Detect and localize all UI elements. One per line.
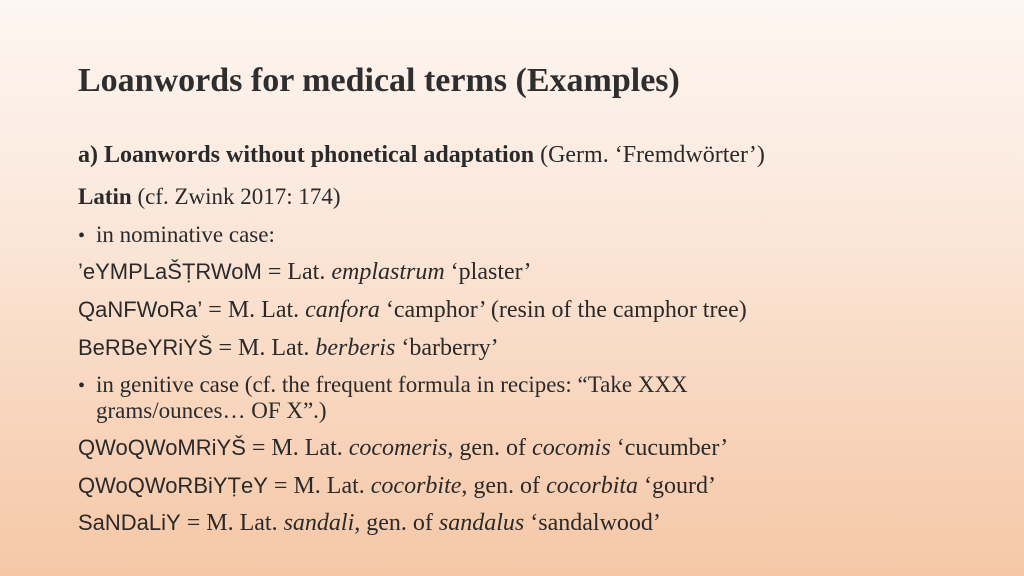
- genitive-entry-row: [78, 433, 728, 463]
- entry-term: QWoQWoRBiYṬeY: [78, 473, 268, 498]
- bullet-nominative: [78, 220, 275, 251]
- entry-term: ’eYMPLaŠṬRWoM: [78, 259, 262, 284]
- entry-gloss: ‘gourd’: [638, 473, 717, 499]
- section-heading: [78, 140, 765, 170]
- entry-gloss: ‘camphor’ (resin of the camphor tree): [379, 297, 747, 323]
- entry-row: [78, 295, 747, 325]
- entry-latin-word: cocorbite: [370, 473, 462, 499]
- bullet-genitive-text: in genitive case (cf. the frequent formula in recipes: “Take XXX: [96, 372, 688, 397]
- entry-nominative-word: cocomis: [532, 435, 611, 461]
- entry-equals: = M. Lat.: [202, 297, 306, 323]
- latin-label: Latin: [78, 184, 132, 209]
- bullet-nominative-text: in nominative case:: [96, 222, 275, 247]
- entry-latin-word: canfora: [305, 297, 380, 323]
- entry-gloss: ‘cucumber’: [610, 435, 729, 461]
- entry-gloss: ‘sandalwood’: [524, 510, 661, 536]
- entry-term: QaNFWoRa’: [78, 297, 203, 322]
- entry-equals: = M. Lat.: [212, 335, 316, 361]
- entry-nominative-word: sandalus: [438, 510, 525, 536]
- bullet-icon: •: [78, 225, 86, 247]
- latin-reference: (cf. Zwink 2017: 174): [131, 184, 341, 209]
- entry-latin-word: cocomeris: [348, 435, 448, 461]
- entry-row: [78, 257, 532, 287]
- bullet-genitive-text-2: grams/ounces… OF X”.): [96, 398, 327, 423]
- entry-latin-word: emplastrum: [331, 259, 445, 285]
- bullet-icon: •: [78, 375, 86, 397]
- section-heading-rest: (Germ. ‘Fremdwörter’): [534, 142, 765, 168]
- entry-latin-word: sandali: [283, 510, 355, 536]
- section-heading-bold: a) Loanwords without phonetical adaptation: [78, 142, 535, 168]
- entry-term: SaNDaLiY: [78, 510, 181, 535]
- entry-equals: = M. Lat.: [267, 473, 371, 499]
- entry-nominative-word: cocorbita: [546, 473, 639, 499]
- entry-gloss: ‘barberry’: [395, 335, 499, 361]
- entry-term: QWoQWoMRiYŠ: [78, 435, 246, 460]
- genitive-entry-row: [78, 508, 661, 538]
- bullet-genitive-continued: [78, 396, 327, 426]
- entry-equals: = M. Lat.: [180, 510, 284, 536]
- entry-equals: = Lat.: [261, 259, 332, 285]
- entry-equals: = M. Lat.: [245, 435, 349, 461]
- slide-title: Loanwords for medical terms (Examples): [78, 62, 680, 99]
- entry-gen-of: , gen. of: [354, 510, 439, 536]
- latin-label-line: [78, 182, 341, 212]
- entry-latin-word: berberis: [315, 335, 396, 361]
- genitive-entry-row: [78, 471, 716, 501]
- entry-gen-of: , gen. of: [461, 473, 547, 499]
- entry-row: [78, 333, 499, 363]
- entry-gen-of: , gen. of: [447, 435, 533, 461]
- entry-gloss: ‘plaster’: [444, 259, 532, 285]
- entry-term: BeRBeYRiYŠ: [78, 335, 213, 360]
